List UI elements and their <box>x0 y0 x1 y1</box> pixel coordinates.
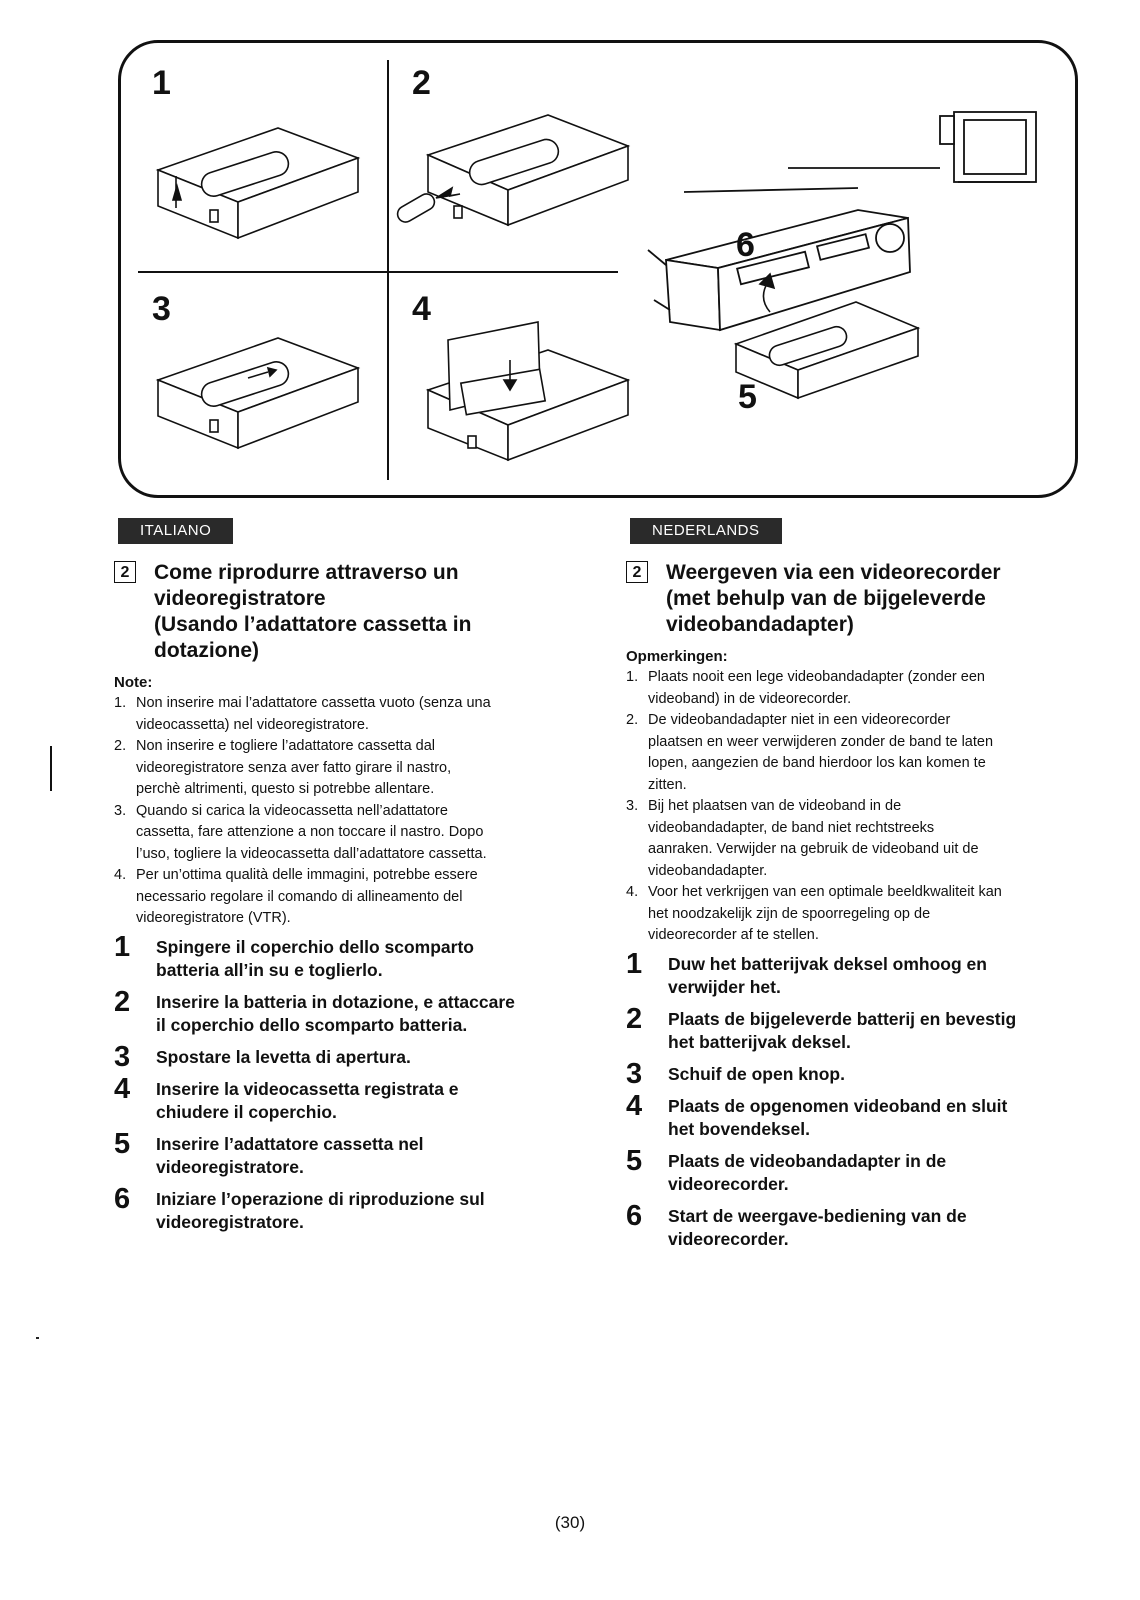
step-line: il coperchio dello scomparto batteria. <box>156 1014 468 1035</box>
step-number: 2 <box>626 1002 643 1035</box>
callout-number-6: 6 <box>736 226 755 264</box>
battery-icon <box>395 191 438 225</box>
heading-line: Come riprodurre attraverso un <box>154 561 459 584</box>
step-number: 4 <box>626 1089 643 1122</box>
step-line: Inserire la batteria in dotazione, e attaccare <box>156 991 515 1012</box>
note-line: Non inserire e togliere l’adattatore cassetta dal <box>136 738 436 754</box>
note-line: videobandadapter, de band niet rechtstreeks <box>648 819 935 836</box>
note-number: 2. <box>626 712 639 728</box>
note-item <box>114 801 584 866</box>
step-line: het batterijvak deksel. <box>668 1031 851 1052</box>
note-number: 1. <box>114 695 127 711</box>
step-number: 6 <box>626 1199 643 1232</box>
heading-line: (met behulp van de bijgeleverde <box>666 587 986 610</box>
note-item <box>114 736 584 801</box>
step-item <box>114 985 584 1037</box>
note-line: Per un’ottima qualità delle immagini, potrebbe essere <box>136 867 478 883</box>
step-item <box>626 1199 1096 1251</box>
step-item <box>114 1182 584 1234</box>
step-item <box>114 930 584 982</box>
step-item <box>626 947 1096 999</box>
step-item <box>626 1089 1096 1141</box>
note-item <box>114 865 584 930</box>
step-line: Iniziare l’operazione di riproduzione sul <box>156 1188 485 1209</box>
note-line: l’uso, togliere la videocassetta dall’adattatore cassetta. <box>136 845 487 862</box>
note-line: het noodzakelijk zijn de spoorregeling op de <box>648 905 931 922</box>
step-number: 1 <box>114 930 131 963</box>
margin-dot <box>36 1337 39 1339</box>
step-line: Schuif de open knop. <box>668 1063 845 1084</box>
note-line: zitten. <box>648 776 687 793</box>
step-item <box>626 1144 1096 1196</box>
note-item <box>114 693 584 736</box>
page-number: (30) <box>554 1513 586 1532</box>
note-line: Quando si carica la videocassetta nell’adattatore <box>136 802 448 819</box>
heading-line: (Usando l’adattatore cassetta in <box>154 613 472 636</box>
step-line: videorecorder. <box>668 1173 789 1194</box>
dutch-heading <box>626 560 1096 638</box>
cassette-adapter-drawing-3 <box>158 338 358 448</box>
step-line: verwijder het. <box>668 976 781 997</box>
step-item <box>626 1002 1096 1054</box>
notes-title: Note: <box>114 674 153 691</box>
note-line: aanraken. Verwijder na gebruik de videoband uit de <box>648 841 979 857</box>
italian-column <box>114 560 584 1243</box>
dutch-column <box>626 560 1096 1260</box>
step-item <box>114 1040 584 1073</box>
heading-line: dotazione) <box>154 639 259 662</box>
note-number: 1. <box>626 669 639 685</box>
step-line: Duw het batterijvak deksel omhoog en <box>668 953 987 974</box>
note-line: videocassetta) nel videoregistratore. <box>136 716 369 733</box>
step-number: 3 <box>626 1057 643 1090</box>
note-line: videoregistratore (VTR). <box>136 910 291 926</box>
note-line: cassetta, fare attenzione a non toccare il nastro. Dopo <box>136 824 484 840</box>
note-line: plaatsen en weer verwijderen zonder de band te laten <box>648 733 994 750</box>
step-number: 6 <box>114 1182 131 1215</box>
note-line: videoregistratore senza aver fatto girare il nastro, <box>136 759 452 776</box>
step-line: chiudere il coperchio. <box>156 1101 337 1122</box>
step-line: videorecorder. <box>668 1228 789 1249</box>
language-badge-italiano: ITALIANO <box>118 518 233 544</box>
panel-number-2: 2 <box>412 64 431 102</box>
panel-number-4: 4 <box>412 290 431 328</box>
step-number: 4 <box>114 1072 131 1105</box>
step-line: Inserire l’adattatore cassetta nel <box>156 1133 424 1154</box>
step-number: 3 <box>114 1040 131 1073</box>
language-badge-nederlands: NEDERLANDS <box>630 518 782 544</box>
note-line: videorecorder af te stellen. <box>648 927 819 943</box>
monitor-drawing <box>788 112 1036 182</box>
note-number: 4. <box>114 867 127 883</box>
note-number: 3. <box>626 798 639 814</box>
step-number: 1 <box>626 947 643 980</box>
step-line: videoregistratore. <box>156 1211 304 1232</box>
step-line: het bovendeksel. <box>668 1118 810 1139</box>
step-line: Plaats de bijgeleverde batterij en bevestig <box>668 1008 1017 1029</box>
step-line: videoregistratore. <box>156 1156 304 1177</box>
heading-line: videobandadapter) <box>666 613 854 636</box>
cassette-adapter-drawing-1 <box>158 128 358 238</box>
note-line: Plaats nooit een lege videobandadapter (zonder een <box>648 669 985 685</box>
section-number-box: 2 <box>114 561 136 583</box>
note-item <box>626 667 1096 710</box>
note-line: lopen, aangezien de band hierdoor los kan komen te <box>648 755 986 771</box>
steps-list <box>114 930 584 1234</box>
note-line: videoband) in de videorecorder. <box>648 690 852 707</box>
note-line: perchè altrimenti, questo si potrebbe allentare. <box>136 781 435 797</box>
note-line: necessario regolare il comando di allineamento del <box>136 888 463 905</box>
step-line: Inserire la videocassetta registrata e <box>156 1078 459 1099</box>
heading-line: Weergeven via een videorecorder <box>666 561 1001 584</box>
panel-number-1: 1 <box>152 64 171 102</box>
note-line: Non inserire mai l’adattatore cassetta vuoto (senza una <box>136 695 491 711</box>
cassette-adapter-drawing-2 <box>395 115 628 225</box>
step-item <box>114 1072 584 1124</box>
step-number: 5 <box>114 1127 131 1160</box>
cassette-adapter-drawing-4 <box>428 322 628 460</box>
note-item <box>626 710 1096 796</box>
step-number: 2 <box>114 985 131 1018</box>
panel-number-3: 3 <box>152 290 171 328</box>
notes-list <box>626 667 1096 947</box>
notes-list <box>114 693 584 930</box>
note-line: De videobandadapter niet in een videorecorder <box>648 712 951 728</box>
step-item <box>626 1057 1096 1090</box>
section-number-box: 2 <box>626 561 648 583</box>
illustration <box>118 40 1078 498</box>
step-line: Spingere il coperchio dello scomparto <box>156 936 474 957</box>
note-line: Bij het plaatsen van de videoband in de <box>648 798 902 814</box>
italian-heading <box>114 560 584 664</box>
step-line: Start de weergave-bediening van de <box>668 1205 967 1226</box>
note-number: 4. <box>626 884 639 900</box>
note-item <box>626 796 1096 882</box>
note-number: 3. <box>114 802 127 819</box>
callout-number-5: 5 <box>738 378 757 416</box>
step-line: Spostare la levetta di apertura. <box>156 1046 411 1067</box>
step-line: Plaats de videobandadapter in de <box>668 1150 947 1171</box>
note-item <box>626 882 1096 947</box>
steps-list <box>626 947 1096 1251</box>
notes-title: Opmerkingen: <box>626 648 728 665</box>
step-number: 5 <box>626 1144 643 1177</box>
heading-line: videoregistratore <box>154 587 326 610</box>
note-line: videobandadapter. <box>648 862 768 879</box>
step-line: batteria all’in su e toglierlo. <box>156 959 383 980</box>
step-item <box>114 1127 584 1179</box>
step-line: Plaats de opgenomen videoband en sluit <box>668 1095 1008 1116</box>
note-line: Voor het verkrijgen van een optimale beeldkwaliteit kan <box>648 884 1002 900</box>
margin-mark <box>50 746 52 791</box>
note-number: 2. <box>114 738 127 754</box>
